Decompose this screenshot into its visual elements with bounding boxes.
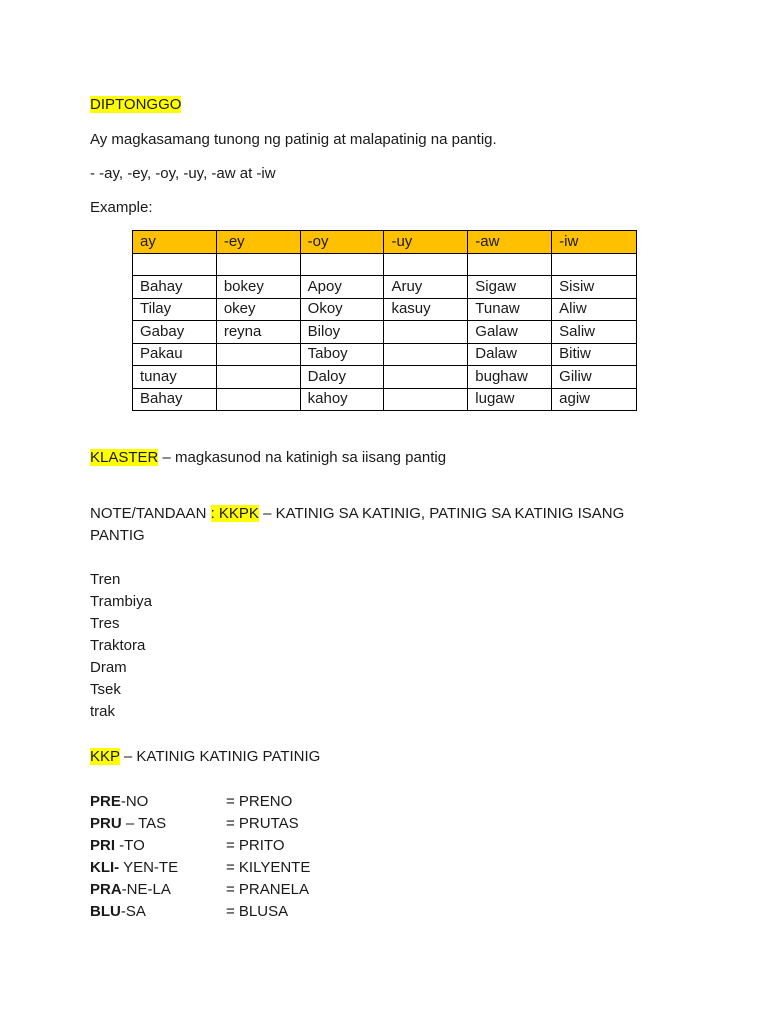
table-cell: Bahay (133, 388, 217, 411)
table-cell: bokey (216, 276, 300, 299)
table-cell (384, 253, 468, 276)
kkp-syllable-rest: YEN-TE (119, 859, 179, 876)
kkpk-word: Dram (90, 659, 127, 676)
note-text-1: – KATINIG SA KATINIG, PATINIG SA KATINIG ISANG (258, 505, 625, 522)
table-cell: Aliw (552, 298, 637, 321)
kkp-result: = PRUTAS (226, 815, 299, 832)
table-cell: Bahay (133, 276, 217, 299)
kkp-result: = PRENO (226, 793, 293, 810)
diptonggo-heading (90, 95, 181, 115)
table-cell (384, 321, 468, 344)
table-cell: Okoy (300, 298, 384, 321)
table-cell: Dalaw (468, 343, 552, 366)
table-header-cell: -iw (552, 231, 637, 254)
table-cell: Tilay (133, 298, 217, 321)
table-cell: kasuy (384, 298, 468, 321)
table-cell (216, 343, 300, 366)
note-prefix: NOTE/TANDAAN (90, 505, 211, 522)
table-cell (216, 366, 300, 389)
kkp-result: = KILYENTE (226, 859, 311, 876)
kkp-result: = PRITO (226, 837, 285, 854)
table-cell: reyna (216, 321, 300, 344)
table-cell (384, 366, 468, 389)
kkpk-word: Tsek (90, 681, 121, 698)
kkp-syllable-bold: PRA (90, 881, 122, 898)
kkpk-word: Traktora (90, 637, 146, 654)
table-cell: Taboy (300, 343, 384, 366)
kkp-result: = PRANELA (226, 881, 309, 898)
table-row (133, 253, 637, 276)
table-cell: okey (216, 298, 300, 321)
diptonggo-table (132, 230, 637, 411)
kkp-definition: – KATINIG KATINIG PATINIG (119, 748, 321, 765)
klaster-definition: – magkasunod na katinigh sa iisang pantig (158, 449, 447, 466)
table-row (133, 276, 637, 299)
table-cell: Galaw (468, 321, 552, 344)
table-cell (384, 343, 468, 366)
note-line-2: PANTIG (90, 527, 145, 544)
klaster-term: KLASTER (90, 449, 159, 466)
example-label: Example: (90, 199, 153, 216)
table-row (133, 366, 637, 389)
table-cell: kahoy (300, 388, 384, 411)
note-line-1 (90, 504, 624, 524)
kkp-syllable-rest: -SA (120, 903, 146, 920)
kkp-syllable-rest: -NO (120, 793, 149, 810)
table-cell: Tunaw (468, 298, 552, 321)
kkp-syllable-bold: PRE (90, 793, 121, 810)
kkp-syllable-rest: -TO (115, 837, 145, 854)
kkp-result: = BLUSA (226, 903, 289, 920)
table-row (133, 388, 637, 411)
kkpk-word: Tren (90, 571, 121, 588)
table-cell: Biloy (300, 321, 384, 344)
kkp-word-row (90, 880, 309, 900)
kkp-syllables (90, 858, 226, 878)
table-header-row (133, 231, 637, 254)
table-cell: Giliw (552, 366, 637, 389)
table-cell: Aruy (384, 276, 468, 299)
table-cell (216, 253, 300, 276)
kkp-syllables (90, 836, 226, 856)
table-header-cell: ay (133, 231, 217, 254)
kkp-syllable-rest: -NE-LA (121, 881, 171, 898)
table-cell: agiw (552, 388, 637, 411)
table-header-cell: -ey (216, 231, 300, 254)
table-row (133, 321, 637, 344)
table-cell (133, 253, 217, 276)
kkp-syllable-rest: – TAS (121, 815, 167, 832)
kkp-syllables (90, 792, 226, 812)
diptonggo-table-body (133, 231, 637, 411)
kkp-syllable-bold: KLI- (90, 859, 120, 876)
table-row (133, 343, 637, 366)
table-row (133, 298, 637, 321)
kkp-syllables (90, 902, 226, 922)
table-header-cell: -aw (468, 231, 552, 254)
table-cell (216, 388, 300, 411)
kkpk-word: Tres (90, 615, 120, 632)
table-cell: Saliw (552, 321, 637, 344)
table-header-cell: -uy (384, 231, 468, 254)
table-cell (552, 253, 637, 276)
table-cell (384, 388, 468, 411)
table-cell: Bitiw (552, 343, 637, 366)
table-cell: Pakau (133, 343, 217, 366)
table-cell: Daloy (300, 366, 384, 389)
kkp-syllables (90, 880, 226, 900)
kkp-term: KKP (90, 748, 120, 765)
table-cell: Sisiw (552, 276, 637, 299)
table-cell (300, 253, 384, 276)
table-cell: Sigaw (468, 276, 552, 299)
table-cell: tunay (133, 366, 217, 389)
kkp-syllable-bold: BLU (90, 903, 121, 920)
kkp-word-row (90, 814, 299, 834)
kkp-word-row (90, 836, 285, 856)
diptonggo-heading-text: DIPTONGGO (90, 96, 182, 113)
kkp-syllable-bold: PRU (90, 815, 122, 832)
note-highlight: : KKPK (210, 505, 259, 522)
kkp-syllables (90, 814, 226, 834)
kkp-line (90, 747, 320, 767)
kkpk-word: trak (90, 703, 116, 720)
diptonggo-endings: - -ay, -ey, -oy, -uy, -aw at -iw (90, 165, 276, 182)
table-cell: Gabay (133, 321, 217, 344)
table-cell (468, 253, 552, 276)
kkpk-word: Trambiya (90, 593, 152, 610)
table-header-cell: -oy (300, 231, 384, 254)
kkp-word-row (90, 902, 288, 922)
table-cell: lugaw (468, 388, 552, 411)
klaster-line (90, 448, 446, 468)
kkp-word-row (90, 792, 292, 812)
table-cell: Apoy (300, 276, 384, 299)
kkp-word-row (90, 858, 310, 878)
table-cell: bughaw (468, 366, 552, 389)
diptonggo-definition: Ay magkasamang tunong ng patinig at malapatinig na pantig. (90, 131, 497, 148)
kkp-syllable-bold: PRI (90, 837, 116, 854)
